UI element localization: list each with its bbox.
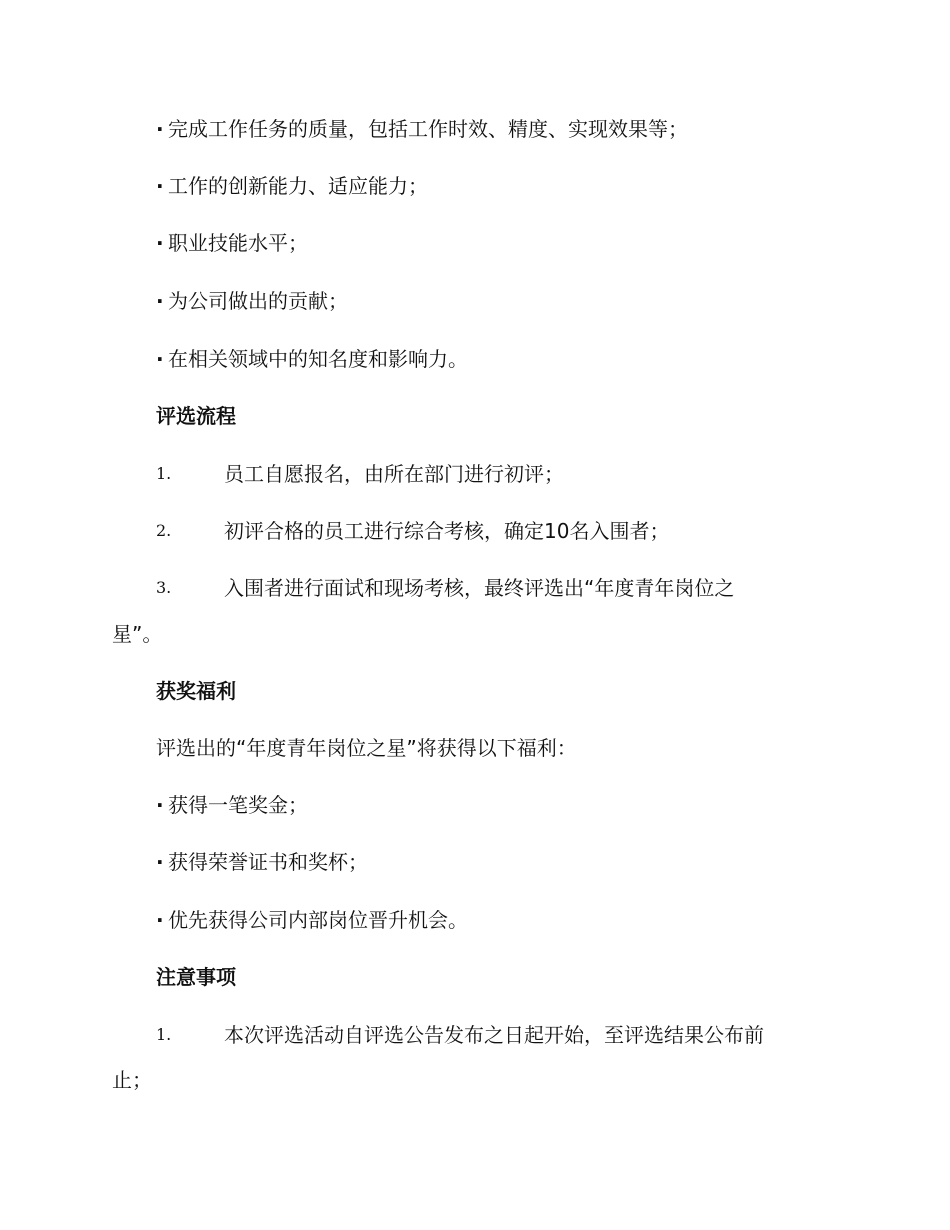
criteria-item bbox=[156, 229, 308, 257]
bullet-dot: · bbox=[156, 174, 164, 198]
step-text: 初评合格的员工进行综合考核，确定10名入围者； bbox=[224, 519, 670, 543]
criteria-item bbox=[156, 172, 428, 200]
bullet-dot: · bbox=[156, 793, 164, 817]
note-text: 本次评选活动自评选公告发布之日起开始，至评选结果公布前 bbox=[224, 1023, 764, 1047]
criteria-item bbox=[156, 287, 348, 315]
bullet-dot: · bbox=[156, 347, 164, 371]
criteria-item bbox=[156, 115, 688, 143]
note-number: 1. bbox=[156, 1025, 172, 1044]
step-number: 3. bbox=[156, 578, 172, 597]
criteria-item-text: 为公司做出的贡献； bbox=[168, 289, 348, 313]
step-text: 入围者进行面试和现场考核，最终评选出“年度青年岗位之 bbox=[224, 576, 735, 600]
bullet-dot: · bbox=[156, 231, 164, 255]
bullet-dot: · bbox=[156, 117, 164, 141]
criteria-item-text: 在相关领域中的知名度和影响力。 bbox=[168, 347, 468, 371]
benefits-intro: 评选出的“年度青年岗位之星”将获得以下福利： bbox=[156, 736, 577, 760]
benefit-item-text: 获得荣誉证书和奖杯； bbox=[168, 850, 368, 874]
step-number: 2. bbox=[156, 521, 172, 540]
section-heading-benefits: 获奖福利 bbox=[156, 679, 236, 703]
criteria-item-text: 完成工作任务的质量，包括工作时效、精度、实现效果等； bbox=[168, 117, 688, 141]
benefit-item bbox=[156, 848, 368, 876]
section-heading-notes: 注意事项 bbox=[156, 965, 236, 989]
bullet-dot: · bbox=[156, 908, 164, 932]
bullet-dot: · bbox=[156, 289, 164, 313]
criteria-item bbox=[156, 345, 468, 373]
note-text-continuation: 止； bbox=[112, 1068, 152, 1092]
benefit-item bbox=[156, 906, 468, 934]
step-text-continuation: 星”。 bbox=[112, 622, 163, 646]
bullet-dot: · bbox=[156, 850, 164, 874]
criteria-item-text: 工作的创新能力、适应能力； bbox=[168, 174, 428, 198]
section-heading-process: 评选流程 bbox=[156, 404, 236, 428]
step-number: 1. bbox=[156, 464, 172, 483]
benefit-item bbox=[156, 791, 308, 819]
benefit-item-text: 优先获得公司内部岗位晋升机会。 bbox=[168, 908, 468, 932]
benefit-item-text: 获得一笔奖金； bbox=[168, 793, 308, 817]
step-text: 员工自愿报名，由所在部门进行初评； bbox=[224, 462, 564, 486]
criteria-item-text: 职业技能水平； bbox=[168, 231, 308, 255]
